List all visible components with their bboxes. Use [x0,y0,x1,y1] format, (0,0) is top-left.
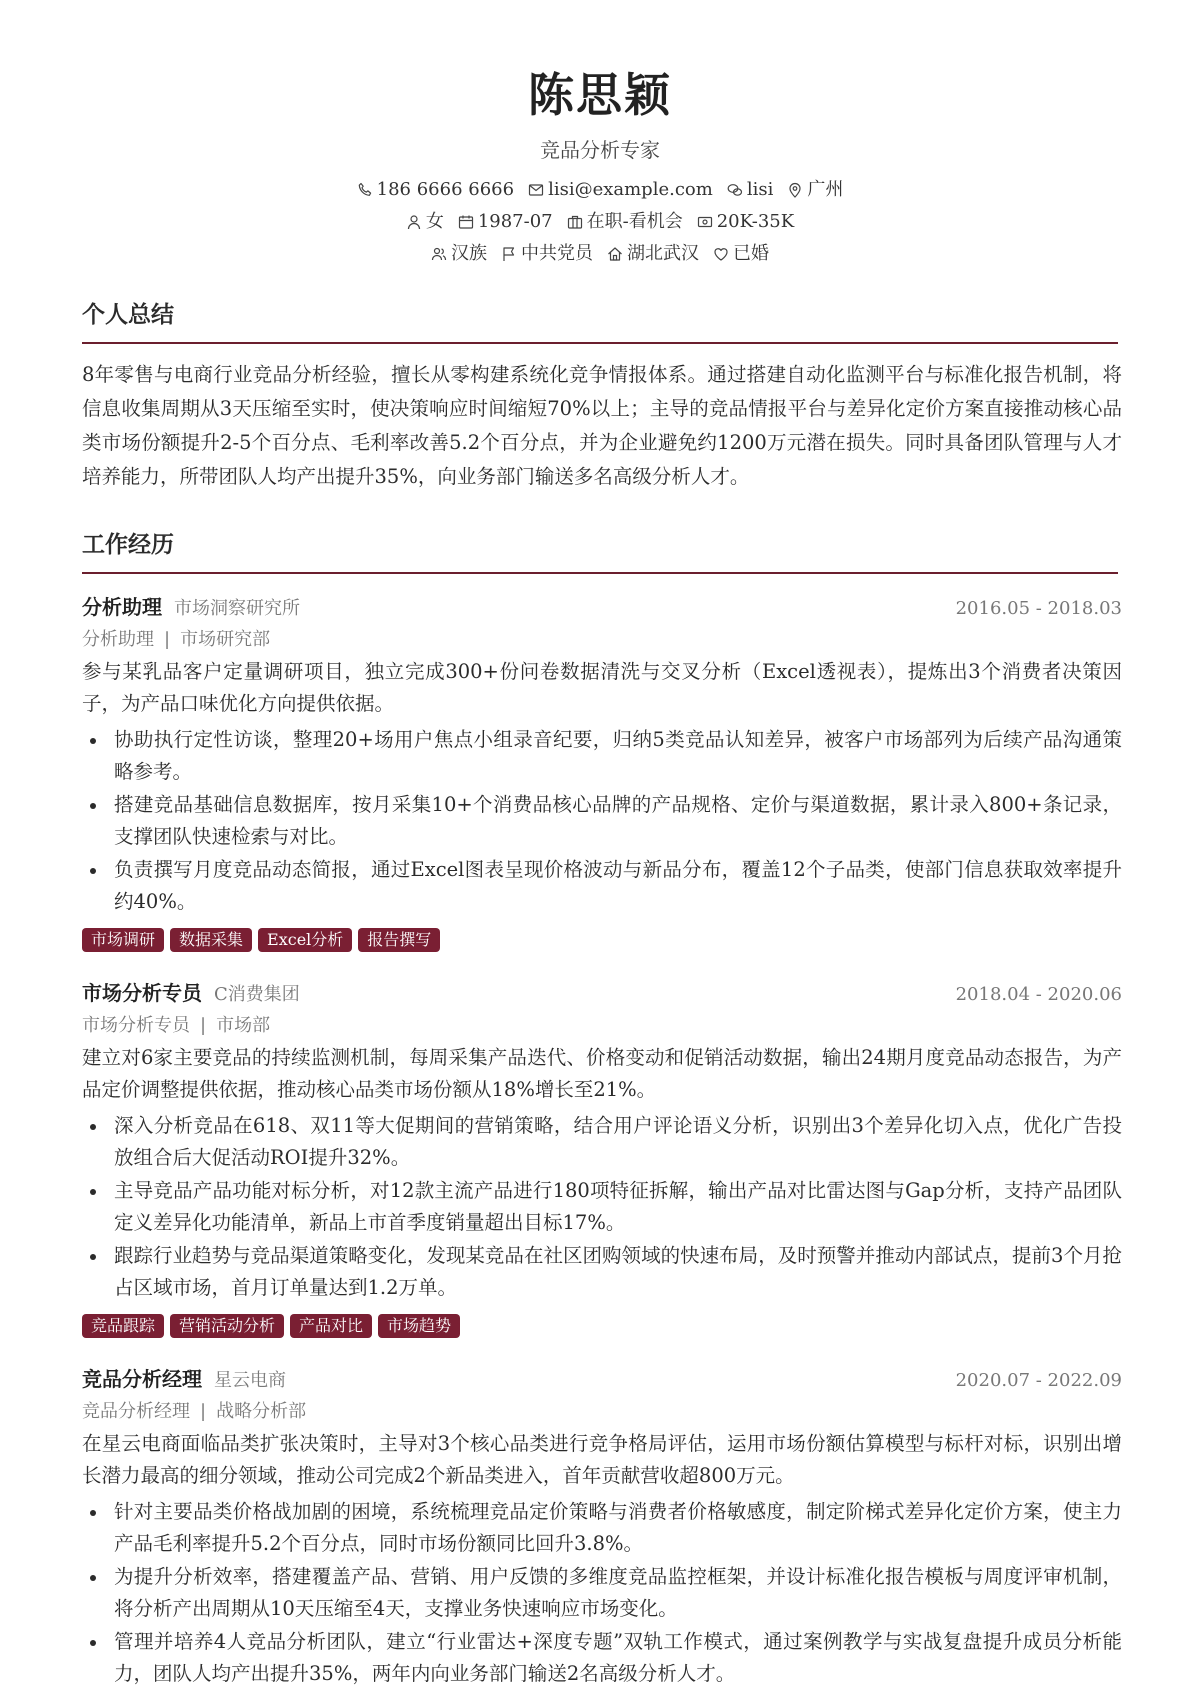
marital-item: 已婚 [713,242,769,266]
job-role-line [82,1010,1122,1042]
flag-icon [501,246,517,262]
status-item: 在职-看机会 [567,210,683,234]
ethnicity-item: 汉族 [431,242,487,266]
money-icon [697,214,713,230]
list-item: 主导竞品产品功能对标分析，对12款主流产品进行180项特征拆解，输出产品对比雷达图与Gap分析，支持产品团队定义差异化功能清单，新品上市首季度销量超出目标17%。 [82,1175,1122,1239]
job-date: 2018.04 - 2020.06 [955,984,1122,1005]
list-item: 针对主要品类价格战加剧的困境，系统梳理竞品定价策略与消费者价格敏感度，制定阶梯式差异化定价方案，使主力产品毛利率提升5.2个百分点，同时市场份额同比回升3.8%。 [82,1496,1122,1560]
personal-line [0,210,1200,234]
job-company: 星云电商 [214,1370,286,1391]
job-header [82,977,1122,1007]
hometown-item: 湖北武汉 [607,242,699,266]
job-role: 竞品分析经理 [82,1401,190,1422]
candidate-name: 陈思颖 [528,68,672,122]
job-header [82,591,1122,621]
job-bullets [82,1496,1122,1690]
job-title: 市场分析专员 [82,981,202,1005]
salary-item: 20K-35K [697,210,794,234]
experience-divider [82,572,1118,574]
job-bullets [82,724,1122,918]
list-item: 为提升分析效率，搭建覆盖产品、营销、用户反馈的多维度竞品监控框架，并设计标准化报告模板与周度评审机制，将分析产出周期从10天压缩至4天，支撑业务快速响应市场变化。 [82,1561,1122,1625]
location-icon [787,182,803,198]
list-item: 协助执行定性访谈，整理20+场用户焦点小组录音纪要，归纳5类竞品认知差异，被客户市场部列为后续产品沟通策略参考。 [82,724,1122,788]
job-role-line [82,624,1122,656]
skill-tag: 市场趋势 [378,1314,460,1338]
summary-heading: 个人总结 [82,301,174,328]
job-dept: 市场研究部 [180,629,271,650]
job-role: 分析助理 [82,629,154,650]
separator: | [164,629,171,650]
summary-text: 8年零售与电商行业竞品分析经验，擅长从零构建系统化竞争情报体系。通过搭建自动化监测平台与标准化报告机制，将信息收集周期从3天压缩至实时，使决策响应时间缩短70%以上；主导的竞品情报平台与差异化定价方案直接推动核心品类市场份额提升2-5个百分点、毛利率改善5.2个百分点，并为企业避免约1200万元潜在损失。同时具备团队管理与人才培养能力，所带团队人均产出提升35%，向业务部门输送多名高级分析人才。 [82,363,1122,488]
job-description: 在星云电商面临品类扩张决策时，主导对3个核心品类进行竞争格局评估，运用市场份额估算模型与标杆对标，识别出增长潜力最高的细分领域，推动公司完成2个新品类进入，首年贡献营收超800万元。 [82,1432,1122,1487]
user-icon [406,214,422,230]
job-description: 参与某乳品客户定量调研项目，独立完成300+份问卷数据清洗与交叉分析（Excel透视表），提炼出3个消费者决策因子，为产品口味优化方向提供依据。 [82,660,1122,715]
job-title: 竞品分析经理 [82,1367,202,1391]
people-icon [431,246,447,262]
list-item: 深入分析竞品在618、双11等大促期间的营销策略，结合用户评论语义分析，识别出3个差异化切入点，优化广告投放组合后大促活动ROI提升32%。 [82,1110,1122,1174]
skill-tag: 竞品跟踪 [82,1314,164,1338]
job-date: 2020.07 - 2022.09 [955,1370,1122,1391]
list-item: 管理并培养4人竞品分析团队，建立“行业雷达+深度专题”双轨工作模式，通过案例教学与实战复盘提升成员分析能力，团队人均产出提升35%，两年内向业务部门输送2名高级分析人才。 [82,1626,1122,1690]
background-line [0,242,1200,266]
job-date: 2016.05 - 2018.03 [955,598,1122,619]
skill-tag: 营销活动分析 [170,1314,284,1338]
resume-header [0,62,1200,266]
job-entry [82,977,1122,1338]
separator: | [200,1401,207,1422]
job-company: 市场洞察研究所 [174,598,300,619]
contact-line [0,178,1200,202]
birth-item: 1987-07 [458,210,553,234]
job-dept: 市场部 [216,1015,271,1036]
job-dept: 战略分析部 [216,1401,307,1422]
phone-item: 186 6666 6666 [357,178,514,202]
phone-icon [357,182,373,198]
wechat-item: lisi [727,178,774,202]
separator: | [200,1015,207,1036]
job-entry [82,591,1122,952]
skill-tags [82,1314,1122,1338]
job-role: 市场分析专员 [82,1015,190,1036]
skill-tag: 市场调研 [82,928,164,952]
heart-icon [713,246,729,262]
job-bullets [82,1110,1122,1304]
location-item: 广州 [787,178,843,202]
list-item: 搭建竞品基础信息数据库，按月采集10+个消费品核心品牌的产品规格、定价与渠道数据，累计录入800+条记录，支撑团队快速检索与对比。 [82,789,1122,853]
mail-icon [528,182,544,198]
list-item: 跟踪行业趋势与竞品渠道策略变化，发现某竞品在社区团购领域的快速布局，及时预警并推动内部试点，提前3个月抢占区域市场，首月订单量达到1.2万单。 [82,1240,1122,1304]
email-item: lisi@example.com [528,178,713,202]
job-description: 建立对6家主要竞品的持续监测机制，每周采集产品迭代、价格变动和促销活动数据，输出24期月度竞品动态报告，为产品定价调整提供依据，推动核心品类市场份额从18%增长至21%。 [82,1046,1122,1101]
job-company: C消费集团 [214,984,300,1005]
job-header [82,1363,1122,1393]
job-entry [82,1363,1122,1691]
calendar-icon [458,214,474,230]
skill-tag: 数据采集 [170,928,252,952]
party-item: 中共党员 [501,242,593,266]
wechat-icon [727,182,743,198]
home-icon [607,246,623,262]
briefcase-icon [567,214,583,230]
skill-tag: 产品对比 [290,1314,372,1338]
skill-tag: Excel分析 [258,928,352,952]
experience-heading: 工作经历 [82,531,174,558]
gender-item: 女 [406,210,444,234]
skill-tags [82,928,1122,952]
skill-tag: 报告撰写 [358,928,440,952]
job-title: 分析助理 [82,595,162,619]
candidate-title: 竞品分析专家 [540,138,660,162]
list-item: 负责撰写月度竞品动态简报，通过Excel图表呈现价格波动与新品分布，覆盖12个子品类，使部门信息获取效率提升约40%。 [82,854,1122,918]
summary-divider [82,342,1118,344]
job-role-line [82,1396,1122,1428]
